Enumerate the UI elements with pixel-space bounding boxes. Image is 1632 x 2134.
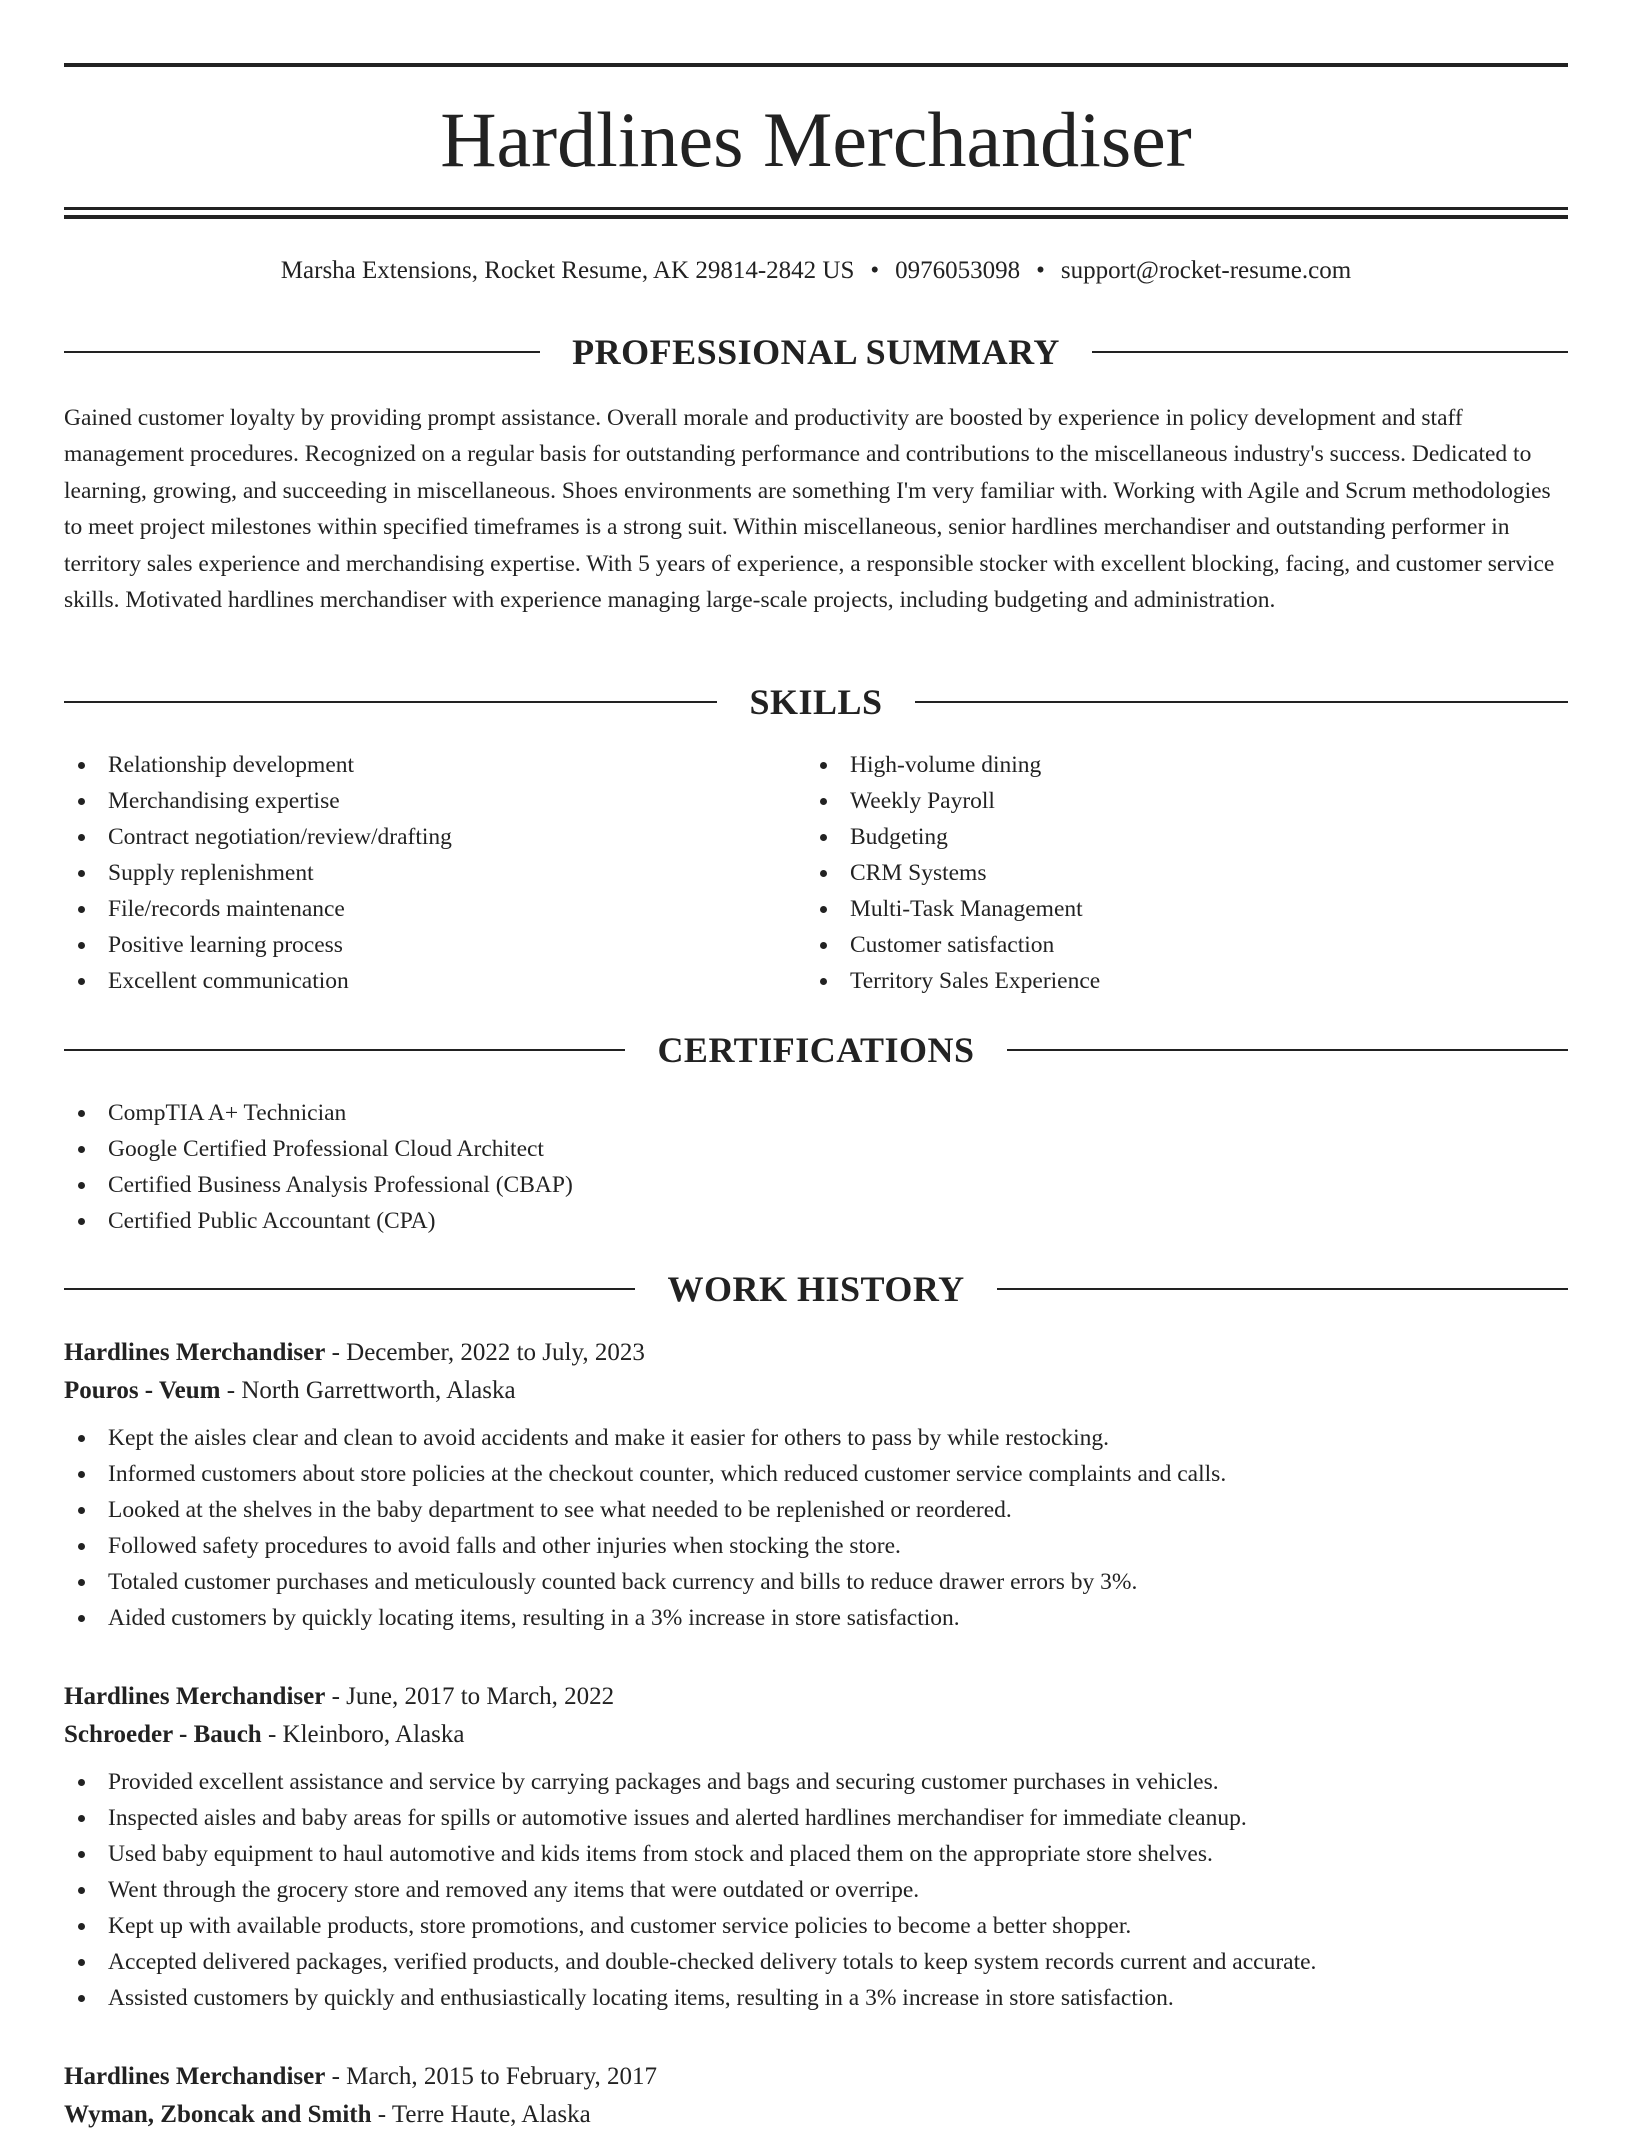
job-location: Terre Haute, Alaska [391,2101,591,2128]
job-bullet: Inspected aisles and baby areas for spills or automotive issues and alerted hardlines merchandiser for immediate cleanup. [64,1800,1568,1836]
job-location: Kleinboro, Alaska [282,1721,465,1748]
skill-item: Contract negotiation/review/drafting [64,819,804,855]
skills-list-left [64,747,804,999]
job-bullet: Aided customers by quickly locating items, resulting in a 3% increase in store satisfaction. [64,1600,1568,1636]
job-bullet: Accepted delivered packages, verified products, and double-checked delivery totals to keep system records current and accurate. [64,1944,1568,1980]
job-bullet: Provided excellent assistance and service by carrying packages and bags and securing customer purchases in vehicles. [64,1764,1568,1800]
certification-item: Certified Business Analysis Professional (CBAP) [64,1167,1568,1203]
job-bullets [64,1764,1568,2016]
contact-phone: 0976053098 [895,257,1021,284]
heading-rule [64,351,540,353]
job-bullet: Looked at the shelves in the baby department to see what needed to be replenished or reordered. [64,1492,1568,1528]
skill-item: Relationship development [64,747,804,783]
job-bullet: Followed safety procedures to avoid falls and other injuries when stocking the store. [64,1528,1568,1564]
certifications-heading [64,1028,1568,1072]
skills-list-right [806,747,1566,999]
skill-item: Territory Sales Experience [806,963,1566,999]
skill-item: Positive learning process [64,927,804,963]
job-company-line: Pouros - Veum - North Garrettworth, Alaska [64,1377,516,1404]
skill-item: Merchandising expertise [64,783,804,819]
job-bullet: Went through the grocery store and removed any items that were outdated or overripe. [64,1872,1568,1908]
job-bullet: Informed customers about store policies at the checkout counter, which reduced customer service complaints and calls. [64,1456,1568,1492]
job-title: Hardlines Merchandiser [64,2063,326,2090]
certifications-list [64,1095,1568,1239]
job-company-line: Wyman, Zboncak and Smith - Terre Haute, Alaska [64,2101,591,2128]
contact-address: Marsha Extensions, Rocket Resume, AK 29814-2842 US [280,257,855,284]
work-heading [64,1267,1568,1311]
heading-rule [64,1049,625,1051]
job-title-line: Hardlines Merchandiser - December, 2022 to July, 2023 [64,1339,645,1366]
skill-item: Budgeting [806,819,1566,855]
job-bullet: Used baby equipment to haul automotive and kids items from stock and placed them on the appropriate store shelves. [64,1836,1568,1872]
summary-title: PROFESSIONAL SUMMARY [572,332,1060,372]
contact-separator: • [870,257,880,284]
skill-item: CRM Systems [806,855,1566,891]
job-dates: March, 2015 to February, 2017 [346,2063,657,2090]
certification-item: Certified Public Accountant (CPA) [64,1203,1568,1239]
job-company-line: Schroeder - Bauch - Kleinboro, Alaska [64,1721,465,1748]
job-title-line: Hardlines Merchandiser - June, 2017 to March, 2022 [64,1683,615,1710]
heading-rule [64,701,717,703]
certification-item: Google Certified Professional Cloud Architect [64,1131,1568,1167]
job-location: North Garrettworth, Alaska [241,1377,516,1404]
contact-separator: • [1036,257,1045,284]
heading-rule [1007,1049,1568,1051]
heading-rule [1092,351,1568,353]
contact-line [64,255,1568,287]
job-dates: December, 2022 to July, 2023 [346,1339,645,1366]
job-title: Hardlines Merchandiser [64,1683,326,1710]
skill-item: Supply replenishment [64,855,804,891]
skill-item: Multi-Task Management [806,891,1566,927]
job-entry [64,1334,1568,1636]
skill-item: High-volume dining [806,747,1566,783]
job-company: Wyman, Zboncak and Smith [64,2101,372,2128]
top-rule [64,63,1568,67]
resume-name: Hardlines Merchandiser [440,96,1192,183]
job-title-line: Hardlines Merchandiser - March, 2015 to February, 2017 [64,2063,657,2090]
job-title: Hardlines Merchandiser [64,1339,326,1366]
heading-rule [915,701,1568,703]
job-bullet: Kept the aisles clear and clean to avoid accidents and make it easier for others to pass by while restocking. [64,1420,1568,1456]
job-dates: June, 2017 to March, 2022 [346,1683,615,1710]
job-company: Schroeder - Bauch [64,1721,262,1748]
skill-item: File/records maintenance [64,891,804,927]
skill-item: Customer satisfaction [806,927,1566,963]
summary-text: Gained customer loyalty by providing prompt assistance. Overall morale and productivity are boosted by experience in policy development and staff management procedures. Recognized on a regular basis for outstanding performance and contributions to the miscellaneous industry's success. Dedicated to learning, growing, and succeeding in miscellaneous. Shoes environments are something I'm very familiar with. Working with Agile and Scrum methodologies to meet project milestones within specified timeframes is a strong suit. Within miscellaneous, senior hardlines merchandiser and outstanding performer in territory sales experience and merchandising expertise. With 5 years of experience, a responsible stocker with excellent blocking, facing, and customer service skills. Motivated hardlines merchandiser with experience managing large-scale projects, including budgeting and administration. [64,405,1555,614]
summary-heading [64,330,1568,374]
skill-item: Excellent communication [64,963,804,999]
job-bullets [64,1420,1568,1636]
skill-item: Weekly Payroll [806,783,1566,819]
skills-title: SKILLS [749,682,883,722]
certification-item: CompTIA A+ Technician [64,1095,1568,1131]
job-entry [64,2058,1568,2134]
job-bullet: Assisted customers by quickly and enthusiastically locating items, resulting in a 3% increase in store satisfaction. [64,1980,1568,2016]
job-company: Pouros - Veum [64,1377,221,1404]
heading-rule [64,1288,635,1290]
certifications-title: CERTIFICATIONS [657,1030,975,1070]
skills-heading [64,680,1568,724]
job-entry [64,1678,1568,2016]
heading-rule [997,1288,1568,1290]
work-title: WORK HISTORY [667,1269,965,1309]
job-bullet: Kept up with available products, store promotions, and customer service policies to become a better shopper. [64,1908,1568,1944]
double-rule [64,207,1568,219]
contact-email: support@rocket-resume.com [1060,257,1352,284]
job-bullet: Totaled customer purchases and meticulously counted back currency and bills to reduce drawer errors by 3%. [64,1564,1568,1600]
